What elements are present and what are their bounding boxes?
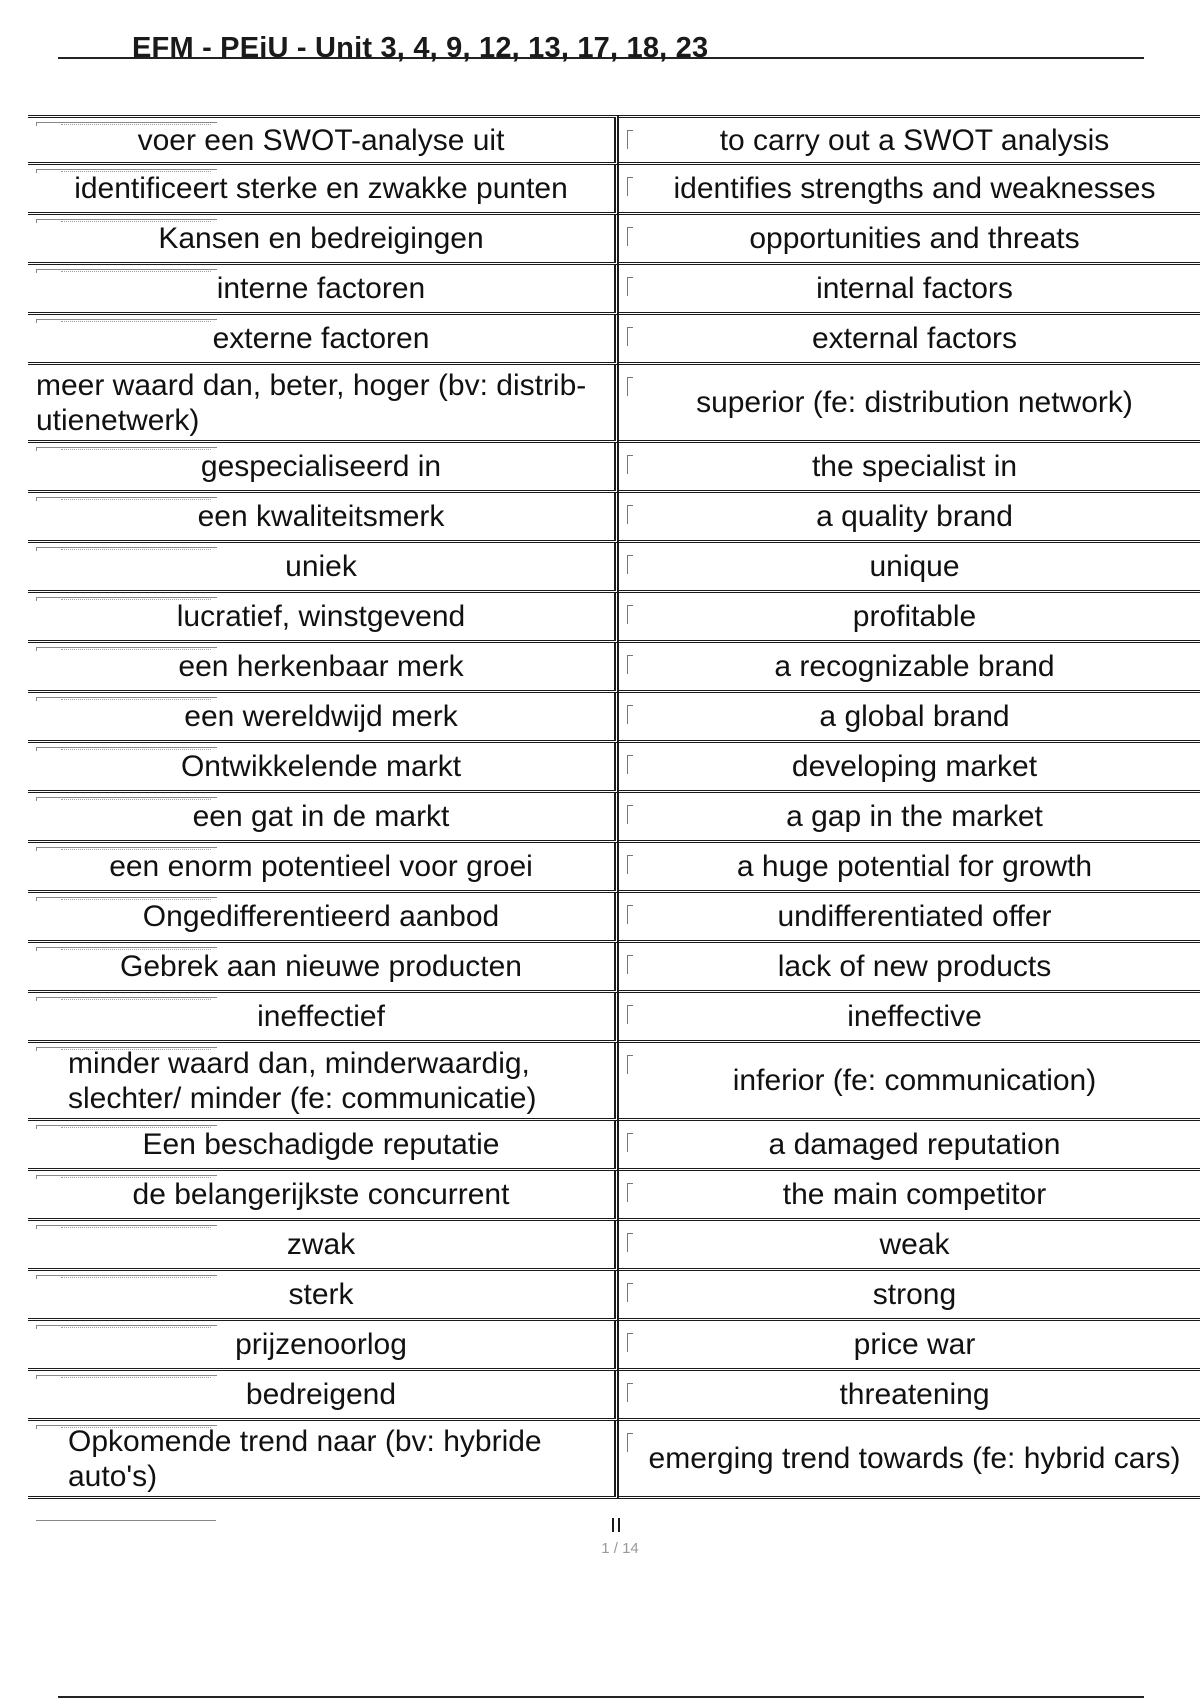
row-bracket (627, 1333, 633, 1352)
english-term: internal factors (816, 272, 1013, 305)
english-term-cell (619, 115, 1200, 165)
table-row (28, 1321, 1200, 1371)
dutch-term-cell (28, 165, 619, 215)
english-term-cell (619, 543, 1200, 593)
table-row (28, 843, 1200, 893)
dutch-term-cell (28, 1221, 619, 1271)
dutch-term: uniek (285, 550, 357, 583)
dutch-term: gespecialiseerd in (200, 450, 442, 483)
english-term-cell (619, 365, 1200, 443)
row-marker (36, 747, 217, 751)
dutch-term-cell (28, 1321, 619, 1371)
table-row (28, 943, 1200, 993)
table-row (28, 743, 1200, 793)
table-row (28, 993, 1200, 1043)
dutch-term: Kansen en bedreigingen (158, 222, 484, 255)
english-term: lack of new products (777, 950, 1052, 983)
row-marker (36, 1325, 217, 1329)
english-term-cell (619, 693, 1200, 743)
row-bracket (627, 605, 633, 624)
row-bracket (627, 805, 633, 824)
english-term: emerging trend towards (fe: hybrid cars) (648, 1442, 1181, 1475)
table-row (28, 115, 1200, 165)
row-marker (36, 1175, 217, 1179)
row-bracket (627, 1133, 633, 1152)
english-term-cell (619, 215, 1200, 265)
row-marker (36, 1425, 217, 1429)
row-bracket (627, 1283, 633, 1302)
table-row (28, 1121, 1200, 1171)
dutch-term: Ontwikkelende markt (180, 750, 462, 783)
table-row (28, 1271, 1200, 1321)
table-row (28, 1371, 1200, 1421)
dutch-term: de belangerijkste concurrent (132, 1178, 510, 1211)
english-term-cell (619, 165, 1200, 215)
row-bracket (627, 755, 633, 774)
row-bracket (627, 227, 633, 246)
english-term: ineffective (847, 1000, 982, 1033)
dutch-term-cell (28, 365, 619, 443)
english-term: the main competitor (782, 1178, 1047, 1211)
dutch-term-cell (28, 265, 619, 315)
dutch-term: minder waard dan, minderwaardig, slechter/ minder (fe: communicatie) (68, 1046, 537, 1115)
row-marker (36, 1225, 217, 1229)
row-bracket (627, 1183, 633, 1202)
dutch-term-cell (28, 1421, 619, 1499)
row-bracket (627, 505, 633, 524)
row-marker (36, 647, 217, 651)
table-row (28, 593, 1200, 643)
english-term: undifferentiated offer (777, 900, 1052, 933)
dutch-term-cell (28, 793, 619, 843)
row-marker (36, 1047, 217, 1051)
dutch-term: bedreigend (245, 1378, 397, 1411)
row-marker (36, 1275, 217, 1279)
row-bracket (627, 1233, 633, 1252)
english-term-cell (619, 893, 1200, 943)
english-term-cell (619, 1371, 1200, 1421)
english-term: developing market (791, 750, 1038, 783)
table-row (28, 165, 1200, 215)
dutch-term-cell (28, 643, 619, 693)
dutch-term-cell (28, 115, 619, 165)
english-term: profitable (852, 600, 977, 633)
dutch-term: voer een SWOT-analyse uit (137, 123, 505, 157)
dutch-term: Een beschadigde reputatie (142, 1128, 500, 1161)
english-term-cell (619, 1221, 1200, 1271)
english-term-cell (619, 1271, 1200, 1321)
row-marker (36, 1520, 216, 1521)
english-term-cell (619, 943, 1200, 993)
table-row (28, 1221, 1200, 1271)
english-term-cell (619, 443, 1200, 493)
english-term-cell (619, 643, 1200, 693)
dutch-term-cell (28, 843, 619, 893)
dutch-term-cell (28, 743, 619, 793)
table-row (28, 543, 1200, 593)
english-term-cell (619, 793, 1200, 843)
dutch-term: meer waard dan, beter, hoger (bv: distrib-utienetwerk) (36, 368, 587, 437)
row-marker (36, 497, 217, 501)
column-separator (612, 1518, 620, 1532)
row-marker (36, 847, 217, 851)
dutch-term-cell (28, 943, 619, 993)
english-term-cell (619, 1321, 1200, 1371)
row-marker (36, 269, 217, 273)
english-term-cell (619, 1121, 1200, 1171)
english-term: identifies strengths and weaknesses (673, 172, 1156, 205)
row-bracket (627, 955, 633, 974)
row-marker (36, 947, 217, 951)
english-term: external factors (811, 322, 1018, 355)
dutch-term: externe factoren (212, 322, 430, 355)
dutch-term: een enorm potentieel voor groei (109, 850, 533, 883)
dutch-term: zwak (286, 1228, 356, 1261)
dutch-term: een gat in de markt (192, 800, 450, 833)
table-row (28, 1043, 1200, 1121)
dutch-term-cell (28, 1121, 619, 1171)
dutch-term-cell (28, 215, 619, 265)
row-marker (36, 447, 217, 451)
row-marker (36, 597, 217, 601)
row-bracket (627, 455, 633, 474)
english-term-cell (619, 1171, 1200, 1221)
table-row (28, 693, 1200, 743)
row-marker (36, 797, 217, 801)
dutch-term: Ongedifferentieerd aanbod (142, 900, 500, 933)
row-marker (36, 1125, 217, 1129)
table-row (28, 215, 1200, 265)
dutch-term: een wereldwijd merk (184, 700, 458, 733)
english-term-cell (619, 593, 1200, 643)
dutch-term: Opkomende trend naar (bv: hybride auto's) (68, 1424, 542, 1493)
table-row (28, 443, 1200, 493)
dutch-term: sterk (288, 1278, 354, 1311)
english-term: superior (fe: distribution network) (696, 386, 1133, 419)
row-bracket (627, 1005, 633, 1024)
page-indicator: 1 / 14 (601, 1540, 639, 1557)
english-term: strong (872, 1278, 957, 1311)
dutch-term-cell (28, 693, 619, 743)
dutch-term: een kwaliteitsmerk (197, 500, 445, 533)
row-marker (36, 697, 217, 701)
dutch-term: Gebrek aan nieuwe producten (120, 950, 522, 983)
table-row (28, 1171, 1200, 1221)
vocabulary-table (28, 115, 1200, 1499)
english-term-cell (619, 265, 1200, 315)
english-term: to carry out a SWOT analysis (719, 123, 1110, 157)
dutch-term-cell (28, 1043, 619, 1121)
row-bracket (627, 855, 633, 874)
english-term-cell (619, 843, 1200, 893)
row-bracket (627, 555, 633, 574)
row-bracket (627, 655, 633, 674)
row-marker (36, 169, 217, 173)
english-term: a global brand (819, 700, 1010, 733)
dutch-term-cell (28, 493, 619, 543)
row-bracket (627, 130, 633, 149)
row-marker (36, 997, 217, 1001)
english-term: unique (869, 550, 960, 583)
english-term: price war (853, 1328, 976, 1361)
table-tail (28, 1518, 1200, 1526)
english-term-cell (619, 493, 1200, 543)
dutch-term-cell (28, 993, 619, 1043)
english-term-cell (619, 1421, 1200, 1499)
dutch-term: interne factoren (216, 272, 426, 305)
dutch-term: een herkenbaar merk (178, 650, 464, 683)
row-bracket (627, 1383, 633, 1402)
english-term: opportunities and threats (749, 222, 1080, 255)
english-term: a gap in the market (786, 800, 1043, 833)
row-bracket (627, 1433, 633, 1452)
dutch-term-cell (28, 1171, 619, 1221)
english-term: a quality brand (816, 500, 1013, 533)
row-bracket (627, 277, 633, 296)
table-row (28, 893, 1200, 943)
dutch-term-cell (28, 543, 619, 593)
dutch-term: ineffectief (257, 1000, 385, 1033)
row-marker (36, 1375, 217, 1379)
dutch-term-cell (28, 893, 619, 943)
document-title: EFM - PEiU - Unit 3, 4, 9, 12, 13, 17, 18, 23 (132, 32, 709, 64)
dutch-term: prijzenoorlog (235, 1328, 407, 1361)
english-term-cell (619, 315, 1200, 365)
footer-rule (58, 1696, 1144, 1698)
table-row (28, 793, 1200, 843)
row-marker (36, 897, 217, 901)
dutch-term-cell (28, 1271, 619, 1321)
english-term: the specialist in (811, 450, 1018, 483)
table-row (28, 365, 1200, 443)
english-term-cell (619, 1043, 1200, 1121)
english-term: a huge potential for growth (736, 850, 1093, 883)
row-bracket (627, 327, 633, 346)
english-term: a recognizable brand (774, 650, 1055, 683)
english-term-cell (619, 743, 1200, 793)
english-term: threatening (839, 1378, 990, 1411)
dutch-term: identificeert sterke en zwakke punten (74, 172, 568, 205)
row-marker (36, 122, 217, 126)
row-bracket (627, 177, 633, 196)
table-row (28, 1421, 1200, 1499)
table-row (28, 265, 1200, 315)
row-marker (36, 319, 217, 323)
english-term: weak (879, 1228, 950, 1261)
row-bracket (627, 1055, 633, 1074)
table-row (28, 493, 1200, 543)
table-row (28, 315, 1200, 365)
dutch-term-cell (28, 443, 619, 493)
table-row (28, 643, 1200, 693)
dutch-term-cell (28, 1371, 619, 1421)
row-bracket (627, 705, 633, 724)
row-marker (36, 547, 217, 551)
english-term-cell (619, 993, 1200, 1043)
dutch-term-cell (28, 593, 619, 643)
row-marker (36, 219, 217, 223)
row-bracket (627, 905, 633, 924)
english-term: a damaged reputation (768, 1128, 1061, 1161)
dutch-term: lucratief, winstgevend (176, 600, 466, 633)
row-bracket (627, 377, 633, 396)
english-term: inferior (fe: communication) (732, 1064, 1097, 1097)
dutch-term-cell (28, 315, 619, 365)
